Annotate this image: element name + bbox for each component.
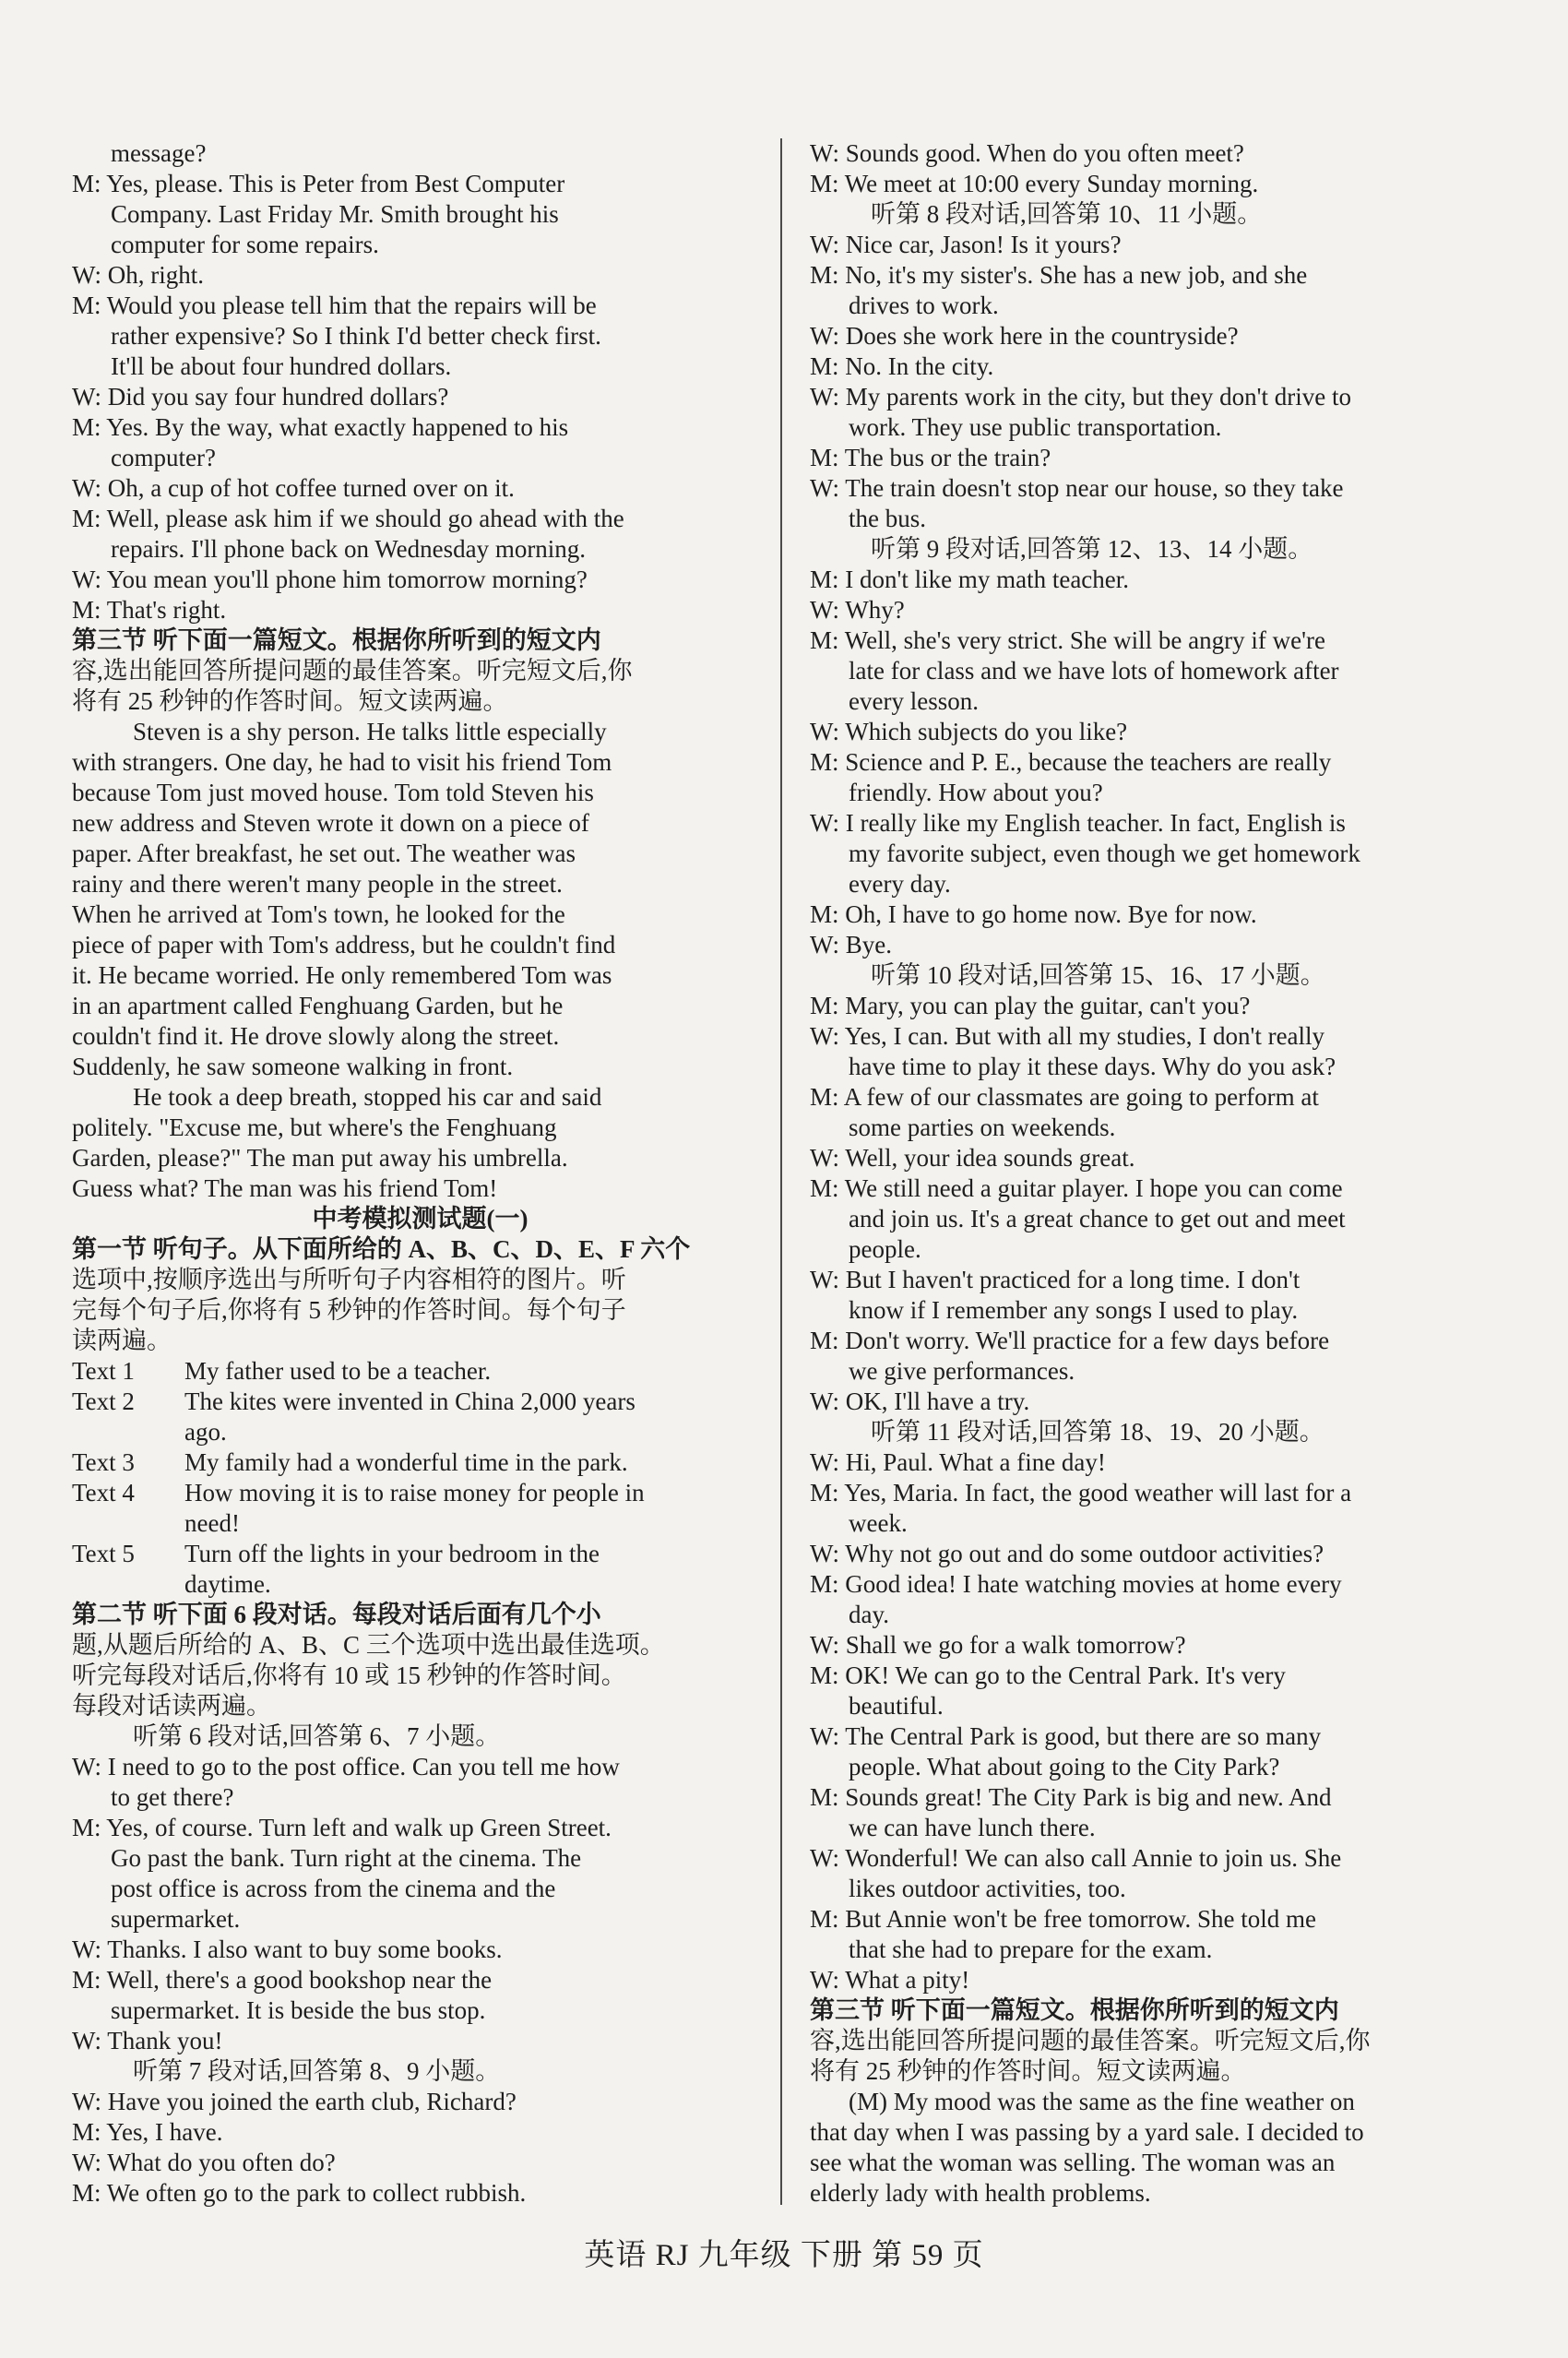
text-content-line: How moving it is to raise money for people in [184,1479,645,1506]
text-content-line: My family had a wonderful time in the park. [184,1448,628,1476]
text-line: computer for some repairs. [111,231,379,258]
text-line: M: Yes, I have. [72,2118,223,2146]
text-line: 选项中,按顺序选出与所听句子内容相符的图片。听 [72,1266,626,1293]
text-line: friendly. How about you? [849,779,1103,806]
text-label: Text 1 [72,1357,135,1385]
text-line: 听完每段对话后,你将有 10 或 15 秒钟的作答时间。 [72,1661,626,1689]
text-line: my favorite subject, even though we get homework [849,840,1360,867]
text-line: rainy and there weren't many people in the street. [72,870,563,898]
text-line: He took a deep breath, stopped his car and said [133,1083,602,1111]
text-line: that day when I was passing by a yard sale. I decided to [810,2118,1364,2146]
text-line: new address and Steven wrote it down on a piece of [72,809,589,837]
text-label: Text 2 [72,1387,135,1415]
text-line: politely. "Excuse me, but where's the Fenghuang [72,1114,557,1141]
text-line: W: I really like my English teacher. In fact, English is [810,809,1346,837]
text-line: Guess what? The man was his friend Tom! [72,1174,498,1202]
text-line: M: Yes. By the way, what exactly happened to his [72,413,569,441]
text-line: W: Sounds good. When do you often meet? [810,139,1244,167]
text-line: 每段对话读两遍。 [72,1692,271,1720]
text-line: computer? [111,444,216,471]
text-line: have time to play it these days. Why do you ask? [849,1053,1336,1080]
text-line: (M) My mood was the same as the fine weather on [849,2088,1355,2115]
text-line: W: Which subjects do you like? [810,718,1128,745]
text-line: W: Hi, Paul. What a fine day! [810,1448,1106,1476]
text-line: W: Why not go out and do some outdoor activities? [810,1540,1324,1567]
text-content-line: daytime. [184,1570,271,1598]
text-line: likes outdoor activities, too. [849,1875,1126,1902]
text-item [72,1539,768,1600]
text-line: M: We still need a guitar player. I hope you can come [810,1174,1343,1202]
text-content-line: need! [184,1509,240,1537]
text-line: the bus. [849,505,926,532]
text-line: repairs. I'll phone back on Wednesday morning. [111,535,587,563]
right-column-lines [810,138,1506,2209]
text-line: M: I don't like my math teacher. [810,566,1130,593]
text-line: paper. After breakfast, he set out. The weather was [72,840,576,867]
text-content [184,1539,768,1600]
text-line: W: Does she work here in the countryside? [810,322,1239,350]
text-line: Company. Last Friday Mr. Smith brought his [111,200,559,228]
text-line: M: Yes, of course. Turn left and walk up Green Street. [72,1814,612,1841]
text-line: M: Yes, Maria. In fact, the good weather will last for a [810,1479,1352,1506]
text-line: it. He became worried. He only remembered Tom was [72,961,612,989]
text-line: day. [849,1601,889,1628]
text-line: 第一节 听句子。从下面所给的 A、B、C、D、E、F 六个 [72,1235,691,1263]
text-line: W: Thanks. I also want to buy some books. [72,1935,503,1963]
text-line: W: My parents work in the city, but they don't drive to [810,383,1351,411]
text-line: W: Oh, right. [72,261,204,289]
text-line: 听第 6 段对话,回答第 6、7 小题。 [133,1722,501,1750]
text-line: M: Good idea! I hate watching movies at home every [810,1570,1342,1598]
text-line: M: But Annie won't be free tomorrow. She told me [810,1905,1317,1933]
text-line: W: The Central Park is good, but there are so many [810,1722,1322,1750]
text-line: M: Yes, please. This is Peter from Best Computer [72,170,565,197]
text-line: Go past the bank. Turn right at the cinema. The [111,1844,582,1872]
text-line: W: What do you often do? [72,2149,336,2176]
text-line: M: No, it's my sister's. She has a new job, and she [810,261,1308,289]
text-line: beautiful. [849,1692,944,1720]
text-line: late for class and we have lots of homework after [849,657,1339,685]
right-column [810,138,1506,2209]
text-line: elderly lady with health problems. [810,2179,1151,2207]
text-line: W: The train doesn't stop near our house, so they take [810,474,1344,502]
text-line: 将有 25 秒钟的作答时间。短文读两遍。 [72,687,508,715]
text-line: Suddenly, he saw someone walking in front. [72,1053,514,1080]
text-line: M: We meet at 10:00 every Sunday morning. [810,170,1259,197]
text-line: Garden, please?" The man put away his umbrella. [72,1144,568,1172]
text-line: couldn't find it. He drove slowly along the street. [72,1022,560,1050]
text-content-line: My father used to be a teacher. [184,1357,492,1385]
text-line: work. They use public transportation. [849,413,1222,441]
text-line: M: A few of our classmates are going to perform at [810,1083,1319,1111]
text-content-line: ago. [184,1418,227,1446]
text-line: M: Science and P. E., because the teachers are really [810,748,1332,776]
text-line: M: Oh, I have to go home now. Bye for now. [810,900,1257,928]
text-line: 第二节 听下面 6 段对话。每段对话后面有几个小 [72,1601,601,1628]
left-column-top [72,138,768,1356]
text-line: M: Would you please tell him that the repairs will be [72,292,597,319]
text-line: M: Mary, you can play the guitar, can't you? [810,992,1251,1019]
text-line: 容,选出能回答所提问题的最佳答案。听完短文后,你 [72,657,633,685]
text-line: people. [849,1235,921,1263]
text-line: in an apartment called Fenghuang Garden, but he [72,992,564,1019]
text-line: 听第 11 段对话,回答第 18、19、20 小题。 [871,1418,1324,1446]
text-line: M: That's right. [72,596,227,624]
text-line: 听第 10 段对话,回答第 15、16、17 小题。 [871,961,1325,989]
text-line: When he arrived at Tom's town, he looked for the [72,900,565,928]
text-line: W: Thank you! [72,2027,223,2054]
text-line: M: Well, please ask him if we should go ahead with the [72,505,624,532]
text-line: week. [849,1509,908,1537]
text-line: and join us. It's a great chance to get out and meet [849,1205,1346,1233]
text-line: W: What a pity! [810,1966,970,1994]
text-line: W: Why? [810,596,905,624]
text-line: 第三节 听下面一篇短文。根据你所听到的短文内 [72,626,601,654]
text-line: M: No. In the city. [810,352,994,380]
page-footer: 英语 RJ 九年级 下册 第 59 页 [584,2239,984,2272]
text-line: drives to work. [849,292,999,319]
text-line: W: Shall we go for a walk tomorrow? [810,1631,1186,1659]
text-line: 题,从题后所给的 A、B、C 三个选项中选出最佳选项。 [72,1631,665,1659]
text-line: M: The bus or the train? [810,444,1051,471]
column-divider [780,138,782,2205]
text-line: Steven is a shy person. He talks little especially [133,718,607,745]
text-line: we give performances. [849,1357,1075,1385]
text-line: 将有 25 秒钟的作答时间。短文读两遍。 [810,2057,1246,2085]
text-line: 完每个句子后,你将有 5 秒钟的作答时间。每个句子 [72,1296,626,1324]
text-line: W: Did you say four hundred dollars? [72,383,449,411]
text-item [72,1356,768,1387]
text-item [72,1447,768,1478]
text-line: that she had to prepare for the exam. [849,1935,1213,1963]
text-line: W: Have you joined the earth club, Richard? [72,2088,517,2115]
text-line: every lesson. [849,687,979,715]
left-column [72,138,768,2209]
text-content-line: The kites were invented in China 2,000 years [184,1387,636,1415]
text-line: M: Don't worry. We'll practice for a few days before [810,1327,1330,1354]
text-line: rather expensive? So I think I'd better check first. [111,322,601,350]
text-line: 听第 8 段对话,回答第 10、11 小题。 [871,200,1263,228]
text-line: to get there? [111,1783,234,1811]
text-line: M: Well, she's very strict. She will be angry if we're [810,626,1325,654]
text-line: know if I remember any songs I used to play. [849,1296,1299,1324]
text-line: we can have lunch there. [849,1814,1096,1841]
text-line: see what the woman was selling. The woman was an [810,2149,1336,2176]
text-line: M: We often go to the park to collect rubbish. [72,2179,527,2207]
text-line: supermarket. It is beside the bus stop. [111,1996,486,2024]
text-line: supermarket. [111,1905,241,1933]
text-line: M: Well, there's a good bookshop near the [72,1966,493,1994]
text-line: W: You mean you'll phone him tomorrow morning? [72,566,588,593]
text-line: W: Wonderful! We can also call Annie to join us. She [810,1844,1342,1872]
text-content [184,1478,768,1539]
text-line: 中考模拟测试题(一) [312,1205,529,1233]
text-line: W: Nice car, Jason! Is it yours? [810,231,1122,258]
text-line: every day. [849,870,951,898]
text-line: W: Bye. [810,931,892,959]
text-line: W: I need to go to the post office. Can you tell me how [72,1753,620,1780]
text-line: W: Well, your idea sounds great. [810,1144,1135,1172]
text-line: message? [111,139,207,167]
text-line: 听第 9 段对话,回答第 12、13、14 小题。 [871,535,1313,563]
text-label: Text 4 [72,1479,135,1506]
text-line: M: OK! We can go to the Central Park. It's very [810,1661,1286,1689]
text-line: M: Sounds great! The City Park is big and new. And [810,1783,1332,1811]
text-list [72,1356,768,1600]
text-line: W: OK, I'll have a try. [810,1387,1030,1415]
text-line: post office is across from the cinema and the [111,1875,556,1902]
text-line: people. What about going to the City Park? [849,1753,1280,1780]
left-column-bottom [72,1600,768,2209]
text-line: W: Oh, a cup of hot coffee turned over on it. [72,474,515,502]
text-label: Text 3 [72,1448,135,1476]
text-line: piece of paper with Tom's address, but he couldn't find [72,931,616,959]
text-content [184,1447,768,1478]
text-line: 容,选出能回答所提问题的最佳答案。听完短文后,你 [810,2027,1371,2054]
text-line: with strangers. One day, he had to visit his friend Tom [72,748,612,776]
text-line: It'll be about four hundred dollars. [111,352,452,380]
text-label: Text 5 [72,1540,135,1567]
text-line: 读两遍。 [72,1327,172,1354]
text-content-line: Turn off the lights in your bedroom in the [184,1540,600,1567]
text-line: W: Yes, I can. But with all my studies, I don't really [810,1022,1325,1050]
text-line: 听第 7 段对话,回答第 8、9 小题。 [133,2057,501,2085]
text-item [72,1387,768,1447]
text-line: 第三节 听下面一篇短文。根据你所听到的短文内 [810,1996,1339,2024]
text-line: some parties on weekends. [849,1114,1116,1141]
text-content [184,1356,768,1387]
text-line: W: But I haven't practiced for a long time. I don't [810,1266,1301,1293]
text-line: because Tom just moved house. Tom told Steven his [72,779,594,806]
text-item [72,1478,768,1539]
text-content [184,1387,768,1447]
